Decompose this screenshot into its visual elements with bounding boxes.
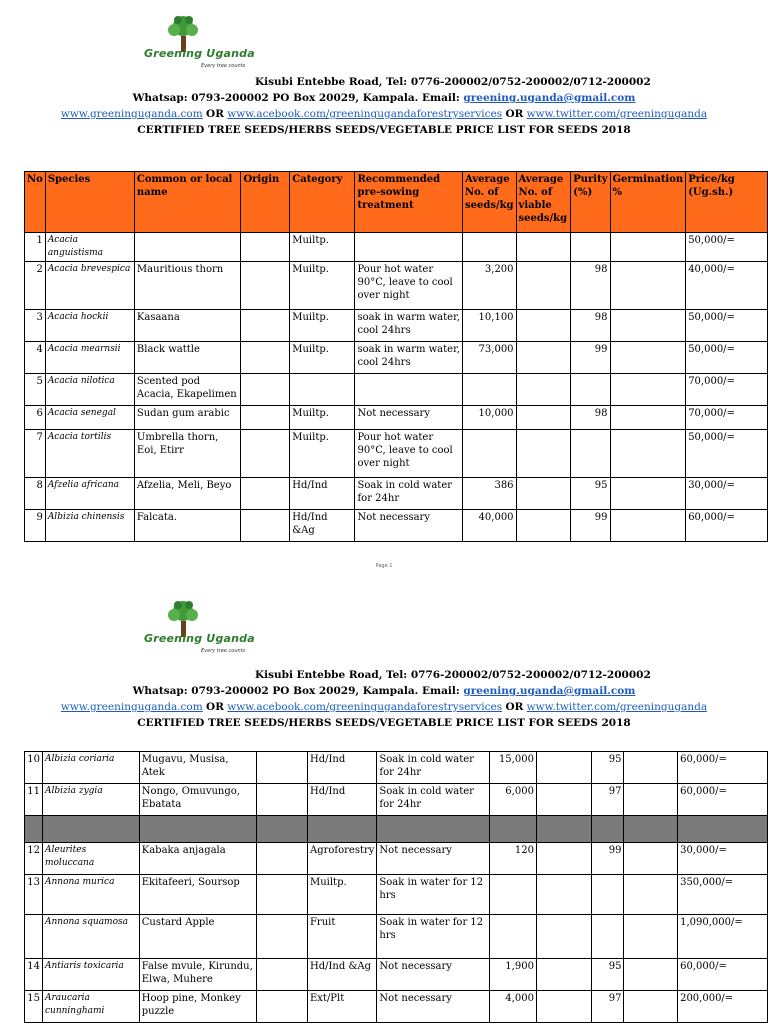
viable-seeds-cell [516, 430, 571, 478]
origin-cell [241, 262, 290, 310]
tree-logo-icon [143, 597, 261, 665]
category-cell: Muiltp. [290, 406, 355, 430]
price-table-page-2 [24, 751, 768, 1023]
row-number: 2 [25, 262, 46, 310]
email-link[interactable]: greening.uganda@gmail.com [463, 92, 636, 104]
common-name-cell: Umbrella thorn, Eoi, Etirr [134, 430, 241, 478]
avg-seeds-cell [463, 430, 517, 478]
or-text: OR [505, 108, 524, 120]
purity-cell: 99 [591, 843, 624, 875]
origin-cell [241, 310, 290, 342]
origin-cell [257, 843, 308, 875]
species-cell: Acacia anguistisma [45, 233, 134, 262]
origin-cell [257, 959, 308, 991]
viable-seeds-cell [516, 310, 571, 342]
separator-cell [536, 816, 591, 843]
separator-cell [678, 816, 768, 843]
treatment-cell [355, 374, 463, 406]
category-cell: Muiltp. [307, 875, 376, 915]
origin-cell [257, 991, 308, 1023]
logo-tagline: Every tree counts [201, 648, 246, 654]
website-link[interactable]: www.greeninguganda.com [60, 108, 203, 120]
viable-seeds-cell [536, 752, 591, 784]
species-cell: Antiaris toxicaria [42, 959, 139, 991]
page-number: Page 1 [375, 563, 393, 569]
treatment-cell: Soak in cold water for 24hr [377, 784, 490, 816]
separator-cell [490, 816, 537, 843]
logo-tagline: Every tree counts [201, 63, 246, 69]
treatment-cell: Soak in cold water for 24hr [377, 752, 490, 784]
twitter-link[interactable]: www.twitter.com/greeninguganda [526, 701, 708, 713]
common-name-cell: Afzelia, Meli, Beyo [134, 478, 241, 510]
row-number: 11 [25, 784, 43, 816]
price-cell: 50,000/= [686, 342, 768, 374]
document-page-2 [0, 585, 768, 1024]
avg-seeds-cell: 40,000 [463, 510, 517, 542]
species-cell: Albizia coriaria [42, 752, 139, 784]
table-row [25, 915, 768, 959]
common-name-cell: Kasaana [134, 310, 241, 342]
table-row [25, 430, 768, 478]
table-row [25, 374, 768, 406]
row-number: 3 [25, 310, 46, 342]
species-cell: Acacia mearnsii [45, 342, 134, 374]
greening-uganda-logo [143, 12, 261, 80]
treatment-cell: Soak in cold water for 24hr [355, 478, 463, 510]
treatment-cell: Pour hot water 90°C, leave to cool over night [355, 262, 463, 310]
treatment-cell: soak in warm water, cool 24hrs [355, 342, 463, 374]
viable-seeds-cell [536, 784, 591, 816]
avg-seeds-cell: 6,000 [490, 784, 537, 816]
address-line: Kisubi Entebbe Road, Tel: 0776-200002/0752-200002/0712-200002 [255, 669, 651, 681]
germination-cell [610, 510, 686, 542]
purity-cell [591, 915, 624, 959]
category-cell: Ext/Plt [307, 991, 376, 1023]
viable-seeds-cell [536, 959, 591, 991]
category-cell: Muiltp. [290, 342, 355, 374]
germination-cell [610, 310, 686, 342]
species-cell: Acacia senegal [45, 406, 134, 430]
row-number: 10 [25, 752, 43, 784]
purity-cell [571, 233, 610, 262]
separator-cell [624, 816, 678, 843]
price-cell: 60,000/= [678, 784, 768, 816]
price-cell: 40,000/= [686, 262, 768, 310]
species-cell: Aleurites moluccana [42, 843, 139, 875]
column-header: Purity (%) [571, 172, 610, 233]
avg-seeds-cell: 15,000 [490, 752, 537, 784]
germination-cell [624, 752, 678, 784]
species-cell: Albizia zygia [42, 784, 139, 816]
common-name-cell [134, 233, 241, 262]
germination-cell [610, 342, 686, 374]
category-cell: Hd/Ind &Ag [307, 959, 376, 991]
avg-seeds-cell: 10,000 [463, 406, 517, 430]
email-link[interactable]: greening.uganda@gmail.com [463, 685, 636, 697]
column-header: Recommended pre-sowing treatment [355, 172, 463, 233]
treatment-cell: Not necessary [377, 959, 490, 991]
column-header: No [25, 172, 46, 233]
column-header: Category [290, 172, 355, 233]
column-header: Average No. of viable seeds/kg [516, 172, 571, 233]
table-row [25, 406, 768, 430]
or-text: OR [505, 701, 524, 713]
contact-line [0, 92, 768, 104]
avg-seeds-cell: 1,900 [490, 959, 537, 991]
price-cell: 30,000/= [678, 843, 768, 875]
origin-cell [257, 915, 308, 959]
germination-cell [624, 784, 678, 816]
category-cell: Hd/Ind &Ag [290, 510, 355, 542]
facebook-link[interactable]: www.acebook.com/greeningugandaforestryservices [227, 701, 503, 713]
or-text: OR [206, 108, 224, 120]
separator-cell [257, 816, 308, 843]
purity-cell: 99 [571, 510, 610, 542]
avg-seeds-cell: 3,200 [463, 262, 517, 310]
viable-seeds-cell [536, 915, 591, 959]
germination-cell [624, 875, 678, 915]
species-cell: Acacia hockii [45, 310, 134, 342]
common-name-cell: Hoop pine, Monkey puzzle [139, 991, 257, 1023]
price-cell: 50,000/= [686, 430, 768, 478]
web-links-line [0, 108, 768, 120]
species-cell: Acacia tortilis [45, 430, 134, 478]
origin-cell [257, 752, 308, 784]
price-cell: 60,000/= [686, 510, 768, 542]
purity-cell: 97 [591, 991, 624, 1023]
purity-cell: 98 [571, 262, 610, 310]
table-row [25, 959, 768, 991]
tree-logo-icon [143, 12, 261, 80]
treatment-cell: Soak in water for 12 hrs [377, 875, 490, 915]
row-number: 6 [25, 406, 46, 430]
greening-uganda-logo [143, 597, 261, 665]
avg-seeds-cell: 73,000 [463, 342, 517, 374]
treatment-cell: Not necessary [355, 406, 463, 430]
origin-cell [257, 875, 308, 915]
origin-cell [241, 430, 290, 478]
category-cell: Hd/Ind [290, 478, 355, 510]
price-list-title: CERTIFIED TREE SEEDS/HERBS SEEDS/VEGETABLE PRICE LIST FOR SEEDS 2018 [137, 124, 631, 136]
viable-seeds-cell [516, 342, 571, 374]
whatsapp-text: Whatsap: 0793-200002 PO Box 20029, Kampala. Email: [132, 92, 464, 104]
common-name-cell: Falcata. [134, 510, 241, 542]
viable-seeds-cell [516, 374, 571, 406]
category-cell: Hd/Ind [307, 784, 376, 816]
germination-cell [610, 374, 686, 406]
price-cell: 200,000/= [678, 991, 768, 1023]
germination-cell [624, 991, 678, 1023]
origin-cell [241, 342, 290, 374]
facebook-link[interactable]: www.acebook.com/greeningugandaforestryservices [227, 108, 503, 120]
species-cell: Annona murica [42, 875, 139, 915]
category-cell: Fruit [307, 915, 376, 959]
column-header: Germination % [610, 172, 686, 233]
viable-seeds-cell [516, 262, 571, 310]
separator-cell [139, 816, 257, 843]
viable-seeds-cell [536, 843, 591, 875]
price-cell: 50,000/= [686, 233, 768, 262]
purity-cell: 95 [571, 478, 610, 510]
avg-seeds-cell [490, 875, 537, 915]
avg-seeds-cell: 4,000 [490, 991, 537, 1023]
price-cell: 70,000/= [686, 406, 768, 430]
whatsapp-text: Whatsap: 0793-200002 PO Box 20029, Kampala. Email: [132, 685, 464, 697]
treatment-cell: Not necessary [377, 991, 490, 1023]
purity-cell [591, 875, 624, 915]
species-cell: Araucaria cunninghami [42, 991, 139, 1023]
species-cell: Acacia nilotica [45, 374, 134, 406]
column-header: Origin [241, 172, 290, 233]
species-cell: Annona squamosa [42, 915, 139, 959]
table-row [25, 784, 768, 816]
origin-cell [241, 478, 290, 510]
purity-cell [571, 430, 610, 478]
germination-cell [624, 959, 678, 991]
purity-cell: 95 [591, 752, 624, 784]
common-name-cell: Mauritious thorn [134, 262, 241, 310]
table-row [25, 310, 768, 342]
table-row [25, 478, 768, 510]
viable-seeds-cell [536, 875, 591, 915]
species-cell: Acacia brevespica [45, 262, 134, 310]
viable-seeds-cell [516, 478, 571, 510]
germination-cell [624, 915, 678, 959]
common-name-cell: Mugavu, Musisa, Atek [139, 752, 257, 784]
row-number: 8 [25, 478, 46, 510]
origin-cell [241, 233, 290, 262]
avg-seeds-cell: 120 [490, 843, 537, 875]
viable-seeds-cell [516, 510, 571, 542]
purity-cell [571, 374, 610, 406]
treatment-cell: Not necessary [377, 843, 490, 875]
common-name-cell: Nongo, Omuvungo, Ebatata [139, 784, 257, 816]
logo-name: Greening Uganda [144, 47, 255, 60]
avg-seeds-cell [463, 374, 517, 406]
category-cell: Muiltp. [290, 430, 355, 478]
price-list-title: CERTIFIED TREE SEEDS/HERBS SEEDS/VEGETABLE PRICE LIST FOR SEEDS 2018 [137, 717, 631, 729]
price-cell: 60,000/= [678, 752, 768, 784]
common-name-cell: False mvule, Kirundu, Elwa, Muhere [139, 959, 257, 991]
origin-cell [241, 510, 290, 542]
avg-seeds-cell [490, 915, 537, 959]
purity-cell: 99 [571, 342, 610, 374]
category-cell: Muiltp. [290, 310, 355, 342]
category-cell: Muiltp. [290, 233, 355, 262]
category-cell: Muiltp. [290, 262, 355, 310]
row-number: 13 [25, 875, 43, 915]
species-cell: Afzelia africana [45, 478, 134, 510]
or-text: OR [206, 701, 224, 713]
germination-cell [610, 478, 686, 510]
price-cell: 50,000/= [686, 310, 768, 342]
avg-seeds-cell [463, 233, 517, 262]
row-number: 9 [25, 510, 46, 542]
common-name-cell: Ekitafeeri, Soursop [139, 875, 257, 915]
treatment-cell: Pour hot water 90°C, leave to cool over night [355, 430, 463, 478]
separator-cell [42, 816, 139, 843]
germination-cell [624, 843, 678, 875]
viable-seeds-cell [516, 233, 571, 262]
treatment-cell: Not necessary [355, 510, 463, 542]
category-cell: Hd/Ind [307, 752, 376, 784]
table-row [25, 752, 768, 784]
viable-seeds-cell [516, 406, 571, 430]
common-name-cell: Kabaka anjagala [139, 843, 257, 875]
column-header: Price/kg (Ug.sh.) [686, 172, 768, 233]
row-number [25, 915, 43, 959]
price-cell: 70,000/= [686, 374, 768, 406]
table-row [25, 991, 768, 1023]
table-header-row [25, 172, 768, 233]
price-cell: 30,000/= [686, 478, 768, 510]
germination-cell [610, 406, 686, 430]
origin-cell [241, 374, 290, 406]
germination-cell [610, 233, 686, 262]
treatment-cell: Soak in water for 12 hrs [377, 915, 490, 959]
row-number: 4 [25, 342, 46, 374]
category-cell: Agroforestry [307, 843, 376, 875]
price-cell: 60,000/= [678, 959, 768, 991]
species-cell: Albizia chinensis [45, 510, 134, 542]
price-table-page-1 [24, 171, 768, 542]
row-number: 14 [25, 959, 43, 991]
separator-cell [307, 816, 376, 843]
contact-line [0, 685, 768, 697]
germination-cell [610, 430, 686, 478]
row-number: 15 [25, 991, 43, 1023]
row-number: 7 [25, 430, 46, 478]
row-number: 1 [25, 233, 46, 262]
purity-cell: 98 [571, 406, 610, 430]
column-header: Common or local name [134, 172, 241, 233]
row-number: 12 [25, 843, 43, 875]
website-link[interactable]: www.greeninguganda.com [60, 701, 203, 713]
twitter-link[interactable]: www.twitter.com/greeninguganda [526, 108, 708, 120]
column-header: Species [45, 172, 134, 233]
common-name-cell: Sudan gum arabic [134, 406, 241, 430]
section-separator-row [25, 816, 768, 843]
viable-seeds-cell [536, 991, 591, 1023]
purity-cell: 98 [571, 310, 610, 342]
price-cell: 1,090,000/= [678, 915, 768, 959]
common-name-cell: Scented pod Acacia, Ekapelimen [134, 374, 241, 406]
table-row [25, 342, 768, 374]
separator-cell [377, 816, 490, 843]
purity-cell: 95 [591, 959, 624, 991]
table-row [25, 875, 768, 915]
column-header: Average No. of seeds/kg [463, 172, 517, 233]
price-cell: 350,000/= [678, 875, 768, 915]
treatment-cell [355, 233, 463, 262]
common-name-cell: Custard Apple [139, 915, 257, 959]
category-cell [290, 374, 355, 406]
separator-cell [591, 816, 624, 843]
table-row [25, 262, 768, 310]
table-row [25, 233, 768, 262]
origin-cell [257, 784, 308, 816]
separator-cell [25, 816, 43, 843]
purity-cell: 97 [591, 784, 624, 816]
origin-cell [241, 406, 290, 430]
web-links-line [0, 701, 768, 713]
table-row [25, 510, 768, 542]
avg-seeds-cell: 386 [463, 478, 517, 510]
address-line: Kisubi Entebbe Road, Tel: 0776-200002/0752-200002/0712-200002 [255, 76, 651, 88]
common-name-cell: Black wattle [134, 342, 241, 374]
table-row [25, 843, 768, 875]
germination-cell [610, 262, 686, 310]
row-number: 5 [25, 374, 46, 406]
logo-name: Greening Uganda [144, 632, 255, 645]
treatment-cell: soak in warm water, cool 24hrs [355, 310, 463, 342]
avg-seeds-cell: 10,100 [463, 310, 517, 342]
